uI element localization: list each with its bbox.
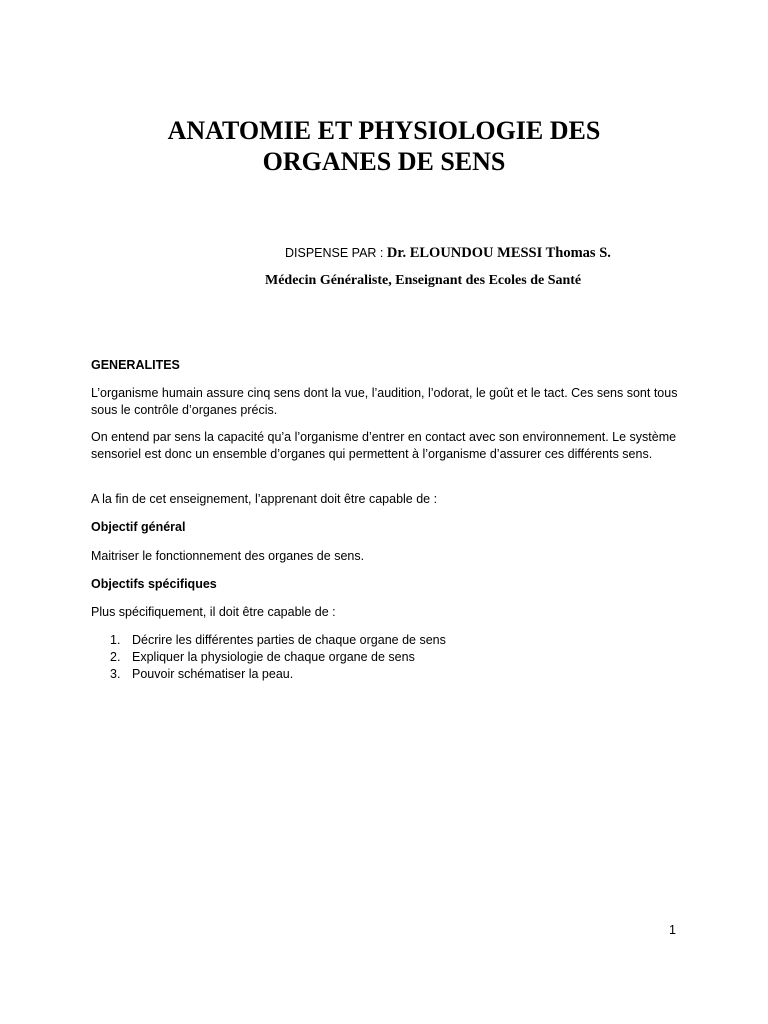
author-line <box>285 244 611 263</box>
list-item-number: 1. <box>110 633 121 647</box>
author-role: Médecin Généraliste, Enseignant des Ecoles de Santé <box>265 273 582 288</box>
list-item-text: Décrire les différentes parties de chaque organe de sens <box>132 633 446 647</box>
objectif-general-heading: Objectif général <box>91 520 186 534</box>
objectives-list <box>91 632 691 683</box>
list-item-text: Expliquer la physiologie de chaque organe de sens <box>132 650 415 664</box>
document-title-line-1: ANATOMIE ET PHYSIOLOGIE DES <box>167 116 601 145</box>
page-number: 1 <box>669 923 676 937</box>
objectif-general-text: Maitriser le fonctionnement des organes de sens. <box>91 549 365 563</box>
paragraph-2: On entend par sens la capacité qu’a l’organisme d’entrer en contact avec son environnement. Le système sensoriel est donc un ensemble d’organes qui permettent à l’organisme d’assurer ces différents sens. <box>91 430 677 461</box>
objectifs-specifiques-intro: Plus spécifiquement, il doit être capable de : <box>91 605 336 619</box>
list-item <box>91 632 691 649</box>
list-item <box>91 649 691 666</box>
document-title-line-2: ORGANES DE SENS <box>262 147 506 176</box>
list-item-number: 2. <box>110 650 121 664</box>
list-item-number: 3. <box>110 667 121 681</box>
list-item-text: Pouvoir schématiser la peau. <box>132 667 294 681</box>
paragraph-1: L’organisme humain assure cinq sens dont la vue, l’audition, l’odorat, le goût et le tact. Ces sens sont tous sous le contrôle d’organes précis. <box>91 386 678 417</box>
section-heading-generalites: GENERALITES <box>91 358 180 372</box>
dispense-label: DISPENSE PAR : <box>285 246 387 260</box>
objectifs-specifiques-heading: Objectifs spécifiques <box>91 577 217 591</box>
paragraph-3: A la fin de cet enseignement, l’apprenant doit être capable de : <box>91 492 438 506</box>
list-item <box>91 666 691 683</box>
author-name: Dr. ELOUNDOU MESSI Thomas S. <box>386 245 611 261</box>
